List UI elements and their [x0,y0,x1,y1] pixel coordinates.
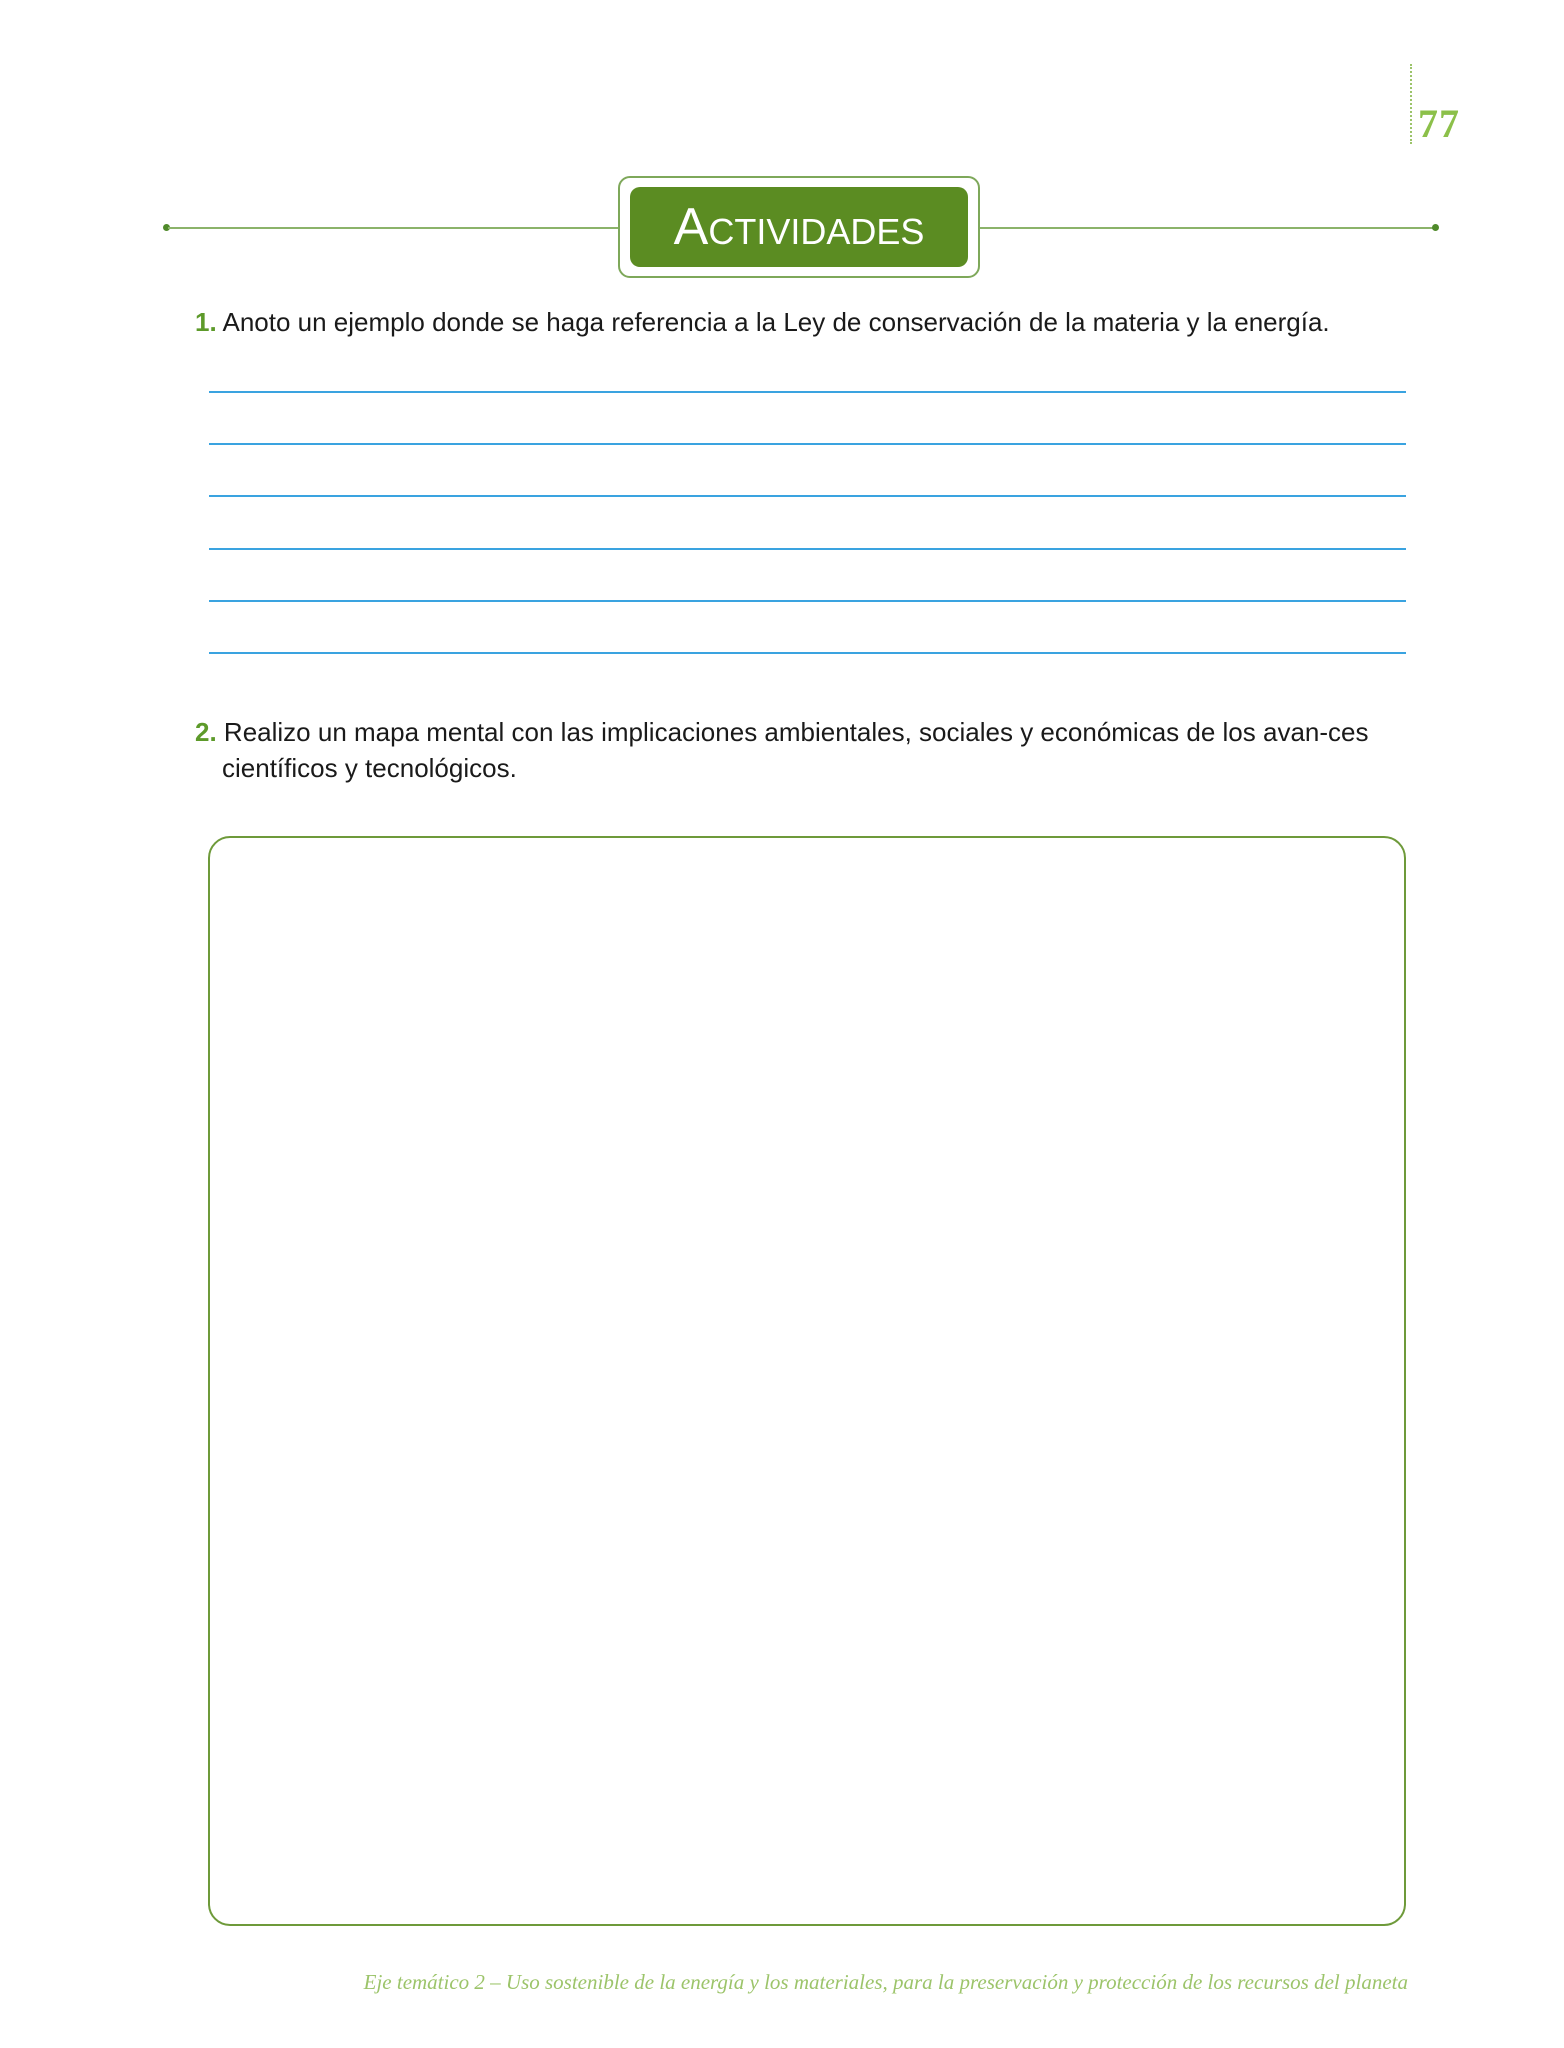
question-1-number: 1. [195,307,217,337]
answer-line[interactable] [209,548,1406,550]
question-2 [195,714,1410,786]
question-1-text: Anoto un ejemplo donde se haga referencia a la Ley de conservación de la materia y la energía. [222,307,1330,337]
page-number: 77 [1418,101,1460,146]
answer-line[interactable] [209,652,1406,654]
question-2-text: Realizo un mapa mental con las implicaciones ambientales, sociales y económicas de los avan-ces científicos y tecnológicos. [222,717,1369,783]
answer-line[interactable] [209,391,1406,393]
footer-caption: Eje temático 2 – Uso sostenible de la energía y los materiales, para la preservación y protección de los recursos del planeta [363,1970,1408,1994]
page-number-divider [1410,64,1412,144]
header-rule-right [980,227,1435,229]
section-title: Actividades [630,187,968,267]
answer-line[interactable] [209,600,1406,602]
answer-line[interactable] [209,495,1406,497]
mind-map-drawing-area[interactable] [208,836,1406,1926]
question-1 [195,304,1415,340]
header-rule-left [168,227,620,229]
answer-line[interactable] [209,443,1406,445]
question-2-number: 2. [195,717,217,747]
header-rule-dot-right [1432,224,1439,231]
